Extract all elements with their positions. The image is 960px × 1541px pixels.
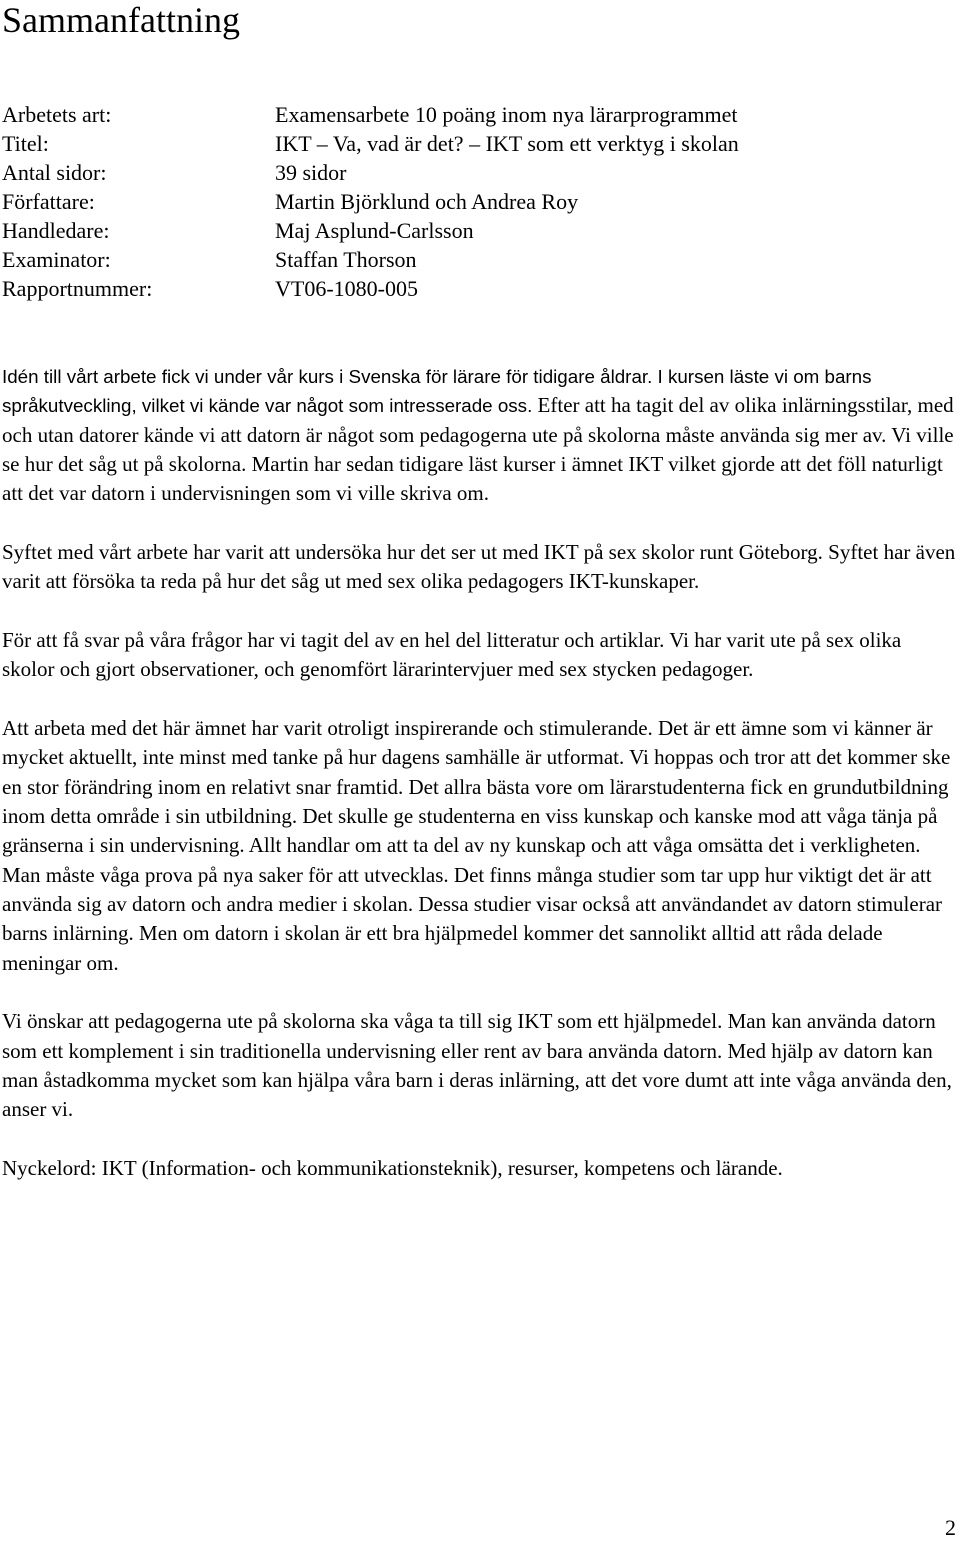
meta-value: VT06-1080-005 <box>275 276 418 301</box>
meta-label: Författare: <box>2 189 95 214</box>
paragraph-text: Idén till vårt arbete fick vi under vår kurs i Svenska för lärare för tidigare åldrar. I kursen läste vi om barns språkutveckling, vilket vi kände var något som intresserade oss. <box>2 366 872 417</box>
meta-row-report-number <box>2 274 942 303</box>
meta-label: Arbetets art: <box>2 102 112 127</box>
meta-row-supervisor <box>2 216 942 245</box>
meta-value: 39 sidor <box>275 160 347 185</box>
paragraph-text: Efter att ha tagit del av olika inlärningsstilar, med och utan datorer kände vi att datorn är något som pedagogerna ute på skolorna måste använda sig mer av. Vi ville se hur det såg ut på skolorna. Martin har sedan tidigare läst kurser i ämnet IKT vilket gjorde att det föll naturligt att det var datorn i undervisningen som vi ville skriva om. <box>2 393 954 506</box>
meta-row-page-count <box>2 158 942 187</box>
meta-row-authors <box>2 187 942 216</box>
meta-label: Rapportnummer: <box>2 276 153 301</box>
meta-row-title <box>2 129 942 158</box>
page-number: 2 <box>945 1515 956 1540</box>
paragraph-conclusion: Vi önskar att pedagogerna ute på skolorna ska våga ta till sig IKT som ett hjälpmedel. Man kan använda datorn som ett komplement i sin traditionella undervisning eller rent av bara använda datorn. Med hjälp av datorn kan man åstadkomma mycket som kan hjälpa våra barn i deras inlärning, att det vore dumt att inte våga använda den, anser vi. <box>2 1009 952 1122</box>
meta-row-work-type <box>2 100 942 129</box>
meta-value: Examensarbete 10 poäng inom nya lärarprogrammet <box>275 102 738 127</box>
meta-row-examiner <box>2 245 942 274</box>
meta-label: Examinator: <box>2 247 111 272</box>
meta-value: Martin Björklund och Andrea Roy <box>275 189 579 214</box>
meta-value: Staffan Thorson <box>275 247 417 272</box>
summary-body <box>2 362 958 1213</box>
paragraph-background <box>2 362 958 508</box>
page-title: Sammanfattning <box>2 0 240 40</box>
metadata-table <box>2 100 942 303</box>
paragraph-reflection: Att arbeta med det här ämnet har varit otroligt inspirerande och stimulerande. Det är ett ämne som vi känner är mycket aktuellt, inte minst med tanke på hur dagens samhälle är utformat. Vi hoppas och tror att det kommer ske en stor förändring inom en relativt snar framtid. Det allra bästa vore om lärarstudenterna fick en grundutbildning inom detta område i sin utbildning. Det skulle ge studenterna en viss kunskap och kanske mod att våga tänja på gränserna i sin undervisning. Allt handlar om att ta del av ny kunskap och att våga omsätta det i verkligheten. Man måste våga prova på nya saker för att utvecklas. Det finns många studier som tar upp hur viktigt det är att använda sig av datorn och andra medier i skolan. Dessa studier visar också att användandet av datorn stimulerar barns inlärning. Men om datorn i skolan är ett bra hjälpmedel kommer det sannolikt alltid att råda delade meningar om. <box>2 716 951 975</box>
meta-label: Antal sidor: <box>2 160 107 185</box>
paragraph-method: För att få svar på våra frågor har vi tagit del av en hel del litteratur och artiklar. Vi har varit ute på sex olika skolor och gjort observationer, och genomfört lärarintervjuer med sex stycken pedagoger. <box>2 628 902 682</box>
paragraph-purpose: Syftet med vårt arbete har varit att undersöka hur det ser ut med IKT på sex skolor runt Göteborg. Syftet har även varit att försöka ta reda på hur det såg ut med sex olika pedagogers IKT-kunskaper. <box>2 539 956 594</box>
meta-label: Titel: <box>2 131 49 156</box>
meta-value: Maj Asplund-Carlsson <box>275 218 474 243</box>
meta-value: IKT – Va, vad är det? – IKT som ett verktyg i skolan <box>275 131 739 156</box>
paragraph-keywords: Nyckelord: IKT (Information- och kommunikationsteknik), resurser, kompetens och lärande. <box>2 1156 783 1181</box>
meta-label: Handledare: <box>2 218 110 243</box>
